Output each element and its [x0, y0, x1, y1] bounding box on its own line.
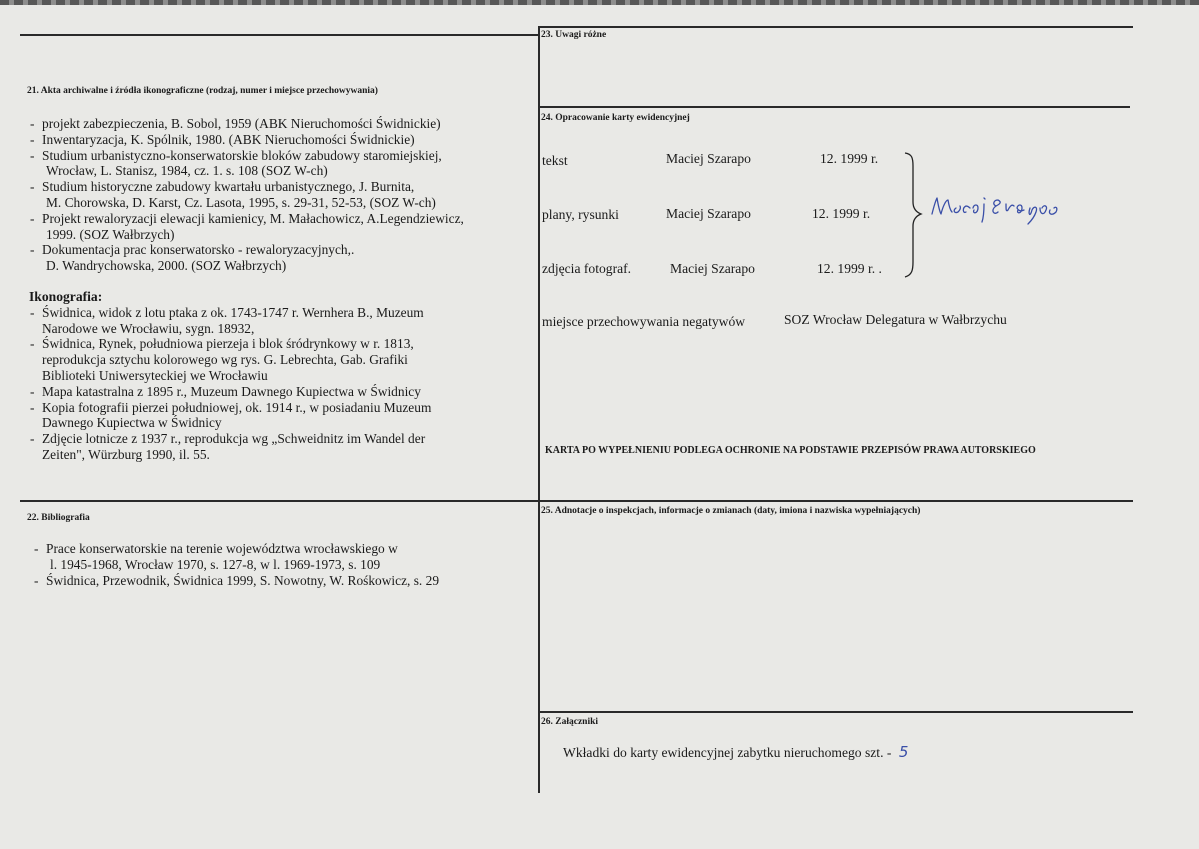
section-23-title: 23. Uwagi różne — [541, 30, 607, 40]
section-22-bibliography — [33, 541, 533, 588]
item-line: Dawnego Kupiectwa w Świdnicy — [42, 415, 222, 431]
divider-top-right — [538, 26, 1133, 28]
attachments-count: 5 — [898, 743, 909, 761]
item-line: reprodukcja sztychu kolorowego wg rys. G. Lebrechta, Gab. Grafiki — [42, 352, 408, 368]
section-25-title: 25. Adnotacje o inspekcjach, informacje o zmianach (daty, imiona i nazwiska wypełniających) — [541, 506, 921, 516]
item-line: Kopia fotografii pierzei południowej, ok. 1914 r., w posiadaniu Muzeum — [42, 399, 432, 415]
column-divider — [538, 26, 540, 793]
item-line: Dokumentacja prac konserwatorsko - rewaloryzacyjnych,. — [42, 242, 355, 258]
iconography-heading: Ikonografia: — [29, 289, 103, 304]
row-author-photos: Maciej Szarapo — [670, 261, 755, 276]
list-item: - projekt zabezpieczenia, B. Sobol, 1959 (ABK Nieruchomości Świdnickie) — [30, 116, 441, 131]
list-item: - Zdjęcie lotnicze z 1937 r., reprodukcja wg „Schweidnitz im Wandel der Zeiten", Würzburg 1990, il. 55. — [29, 431, 534, 463]
item-line: Wrocław, L. Stanisz, 1984, cz. 1. s. 108 (SOZ W-ch) — [46, 163, 328, 179]
divider-22-25 — [20, 500, 1133, 502]
item-line: Mapa katastralna z 1895 r., Muzeum Dawnego Kupiectwa w Świdnicy — [42, 383, 421, 399]
copyright-notice: KARTA PO WYPEŁNIENIU PODLEGA OCHRONIE NA PODSTAWIE PRZEPISÓW PRAWA AUTORSKIEGO — [545, 445, 1036, 456]
list-item: - Studium urbanistyczno-konserwatorskie bloków zabudowy staromiejskiej, Wrocław, L. Stanisz, 1984, cz. 1. s. 108 (SOZ W-ch) — [29, 148, 534, 180]
bracket-icon — [900, 150, 924, 280]
item-line: 1999. (SOZ Wałbrzych) — [46, 226, 175, 242]
list-item: - Świdnica, Rynek, południowa pierzeja i blok śródrynkowy w r. 1813, reprodukcja sztychu kolorowego wg rys. G. Lebrechta, Gab. Grafiki Biblioteki Uniwersyteckiej we Wrocławiu — [29, 336, 534, 383]
item-line: Studium historyczne zabudowy kwartału urbanistycznego, J. Burnita, — [42, 179, 415, 195]
item-line: M. Chorowska, D. Karst, Cz. Lasota, 1995, s. 29-31, 52-53, (SOZ W-ch) — [46, 194, 436, 210]
item-line: Zeiten", Würzburg 1990, il. 55. — [42, 446, 210, 462]
negatives-label: miejsce przechowywania negatywów — [542, 314, 746, 329]
item-line: Inwentaryzacja, K. Spólnik, 1980. (ABK Nieruchomości Świdnickie) — [42, 131, 415, 147]
item-line: projekt zabezpieczenia, B. Sobol, 1959 (ABK Nieruchomości Świdnickie) — [42, 116, 441, 131]
item-line: Projekt rewaloryzacji elewacji kamienicy, M. Małachowicz, A.Legendziewicz, — [42, 210, 464, 226]
attachments-text — [563, 743, 908, 761]
list-item: - Prace konserwatorskie na terenie województwa wrocławskiego w l. 1945-1968, Wrocław 1970, s. 127-8, w l. 1969-1973, s. 109 — [33, 541, 533, 573]
list-item: - Mapa katastralna z 1895 r., Muzeum Dawnego Kupiectwa w Świdnicy — [29, 384, 534, 400]
item-line: Prace konserwatorskie na terenie województwa wrocławskiego w — [46, 541, 398, 556]
item-line: Studium urbanistyczno-konserwatorskie bloków zabudowy staromiejskiej, — [42, 147, 442, 163]
item-line: Biblioteki Uniwersyteckiej we Wrocławiu — [42, 367, 268, 383]
section-21-archives — [29, 116, 534, 274]
signature — [926, 188, 1086, 228]
row-label-photos: zdjęcia fotograf. — [542, 261, 632, 276]
row-author-text: Maciej Szarapo — [666, 151, 751, 166]
list-item: - Kopia fotografii pierzei południowej, ok. 1914 r., w posiadaniu Muzeum Dawnego Kupiectwa w Świdnicy — [29, 400, 534, 432]
section-21-title: 21. Akta archiwalne i źródła ikonograficzne (rodzaj, numer i miejsce przechowywania) — [27, 86, 378, 96]
item-line: Narodowe we Wrocławiu, sygn. 18932, — [42, 320, 255, 336]
divider-top-left — [20, 34, 538, 36]
row-date-photos: 12. 1999 r. . — [817, 261, 882, 276]
row-label-plans: plany, rysunki — [542, 207, 619, 222]
list-item: - Projekt rewaloryzacji elewacji kamienicy, M. Małachowicz, A.Legendziewicz, 1999. (SOZ Wałbrzych) — [29, 211, 534, 243]
attachments-label: Wkładki do karty ewidencyjnej zabytku nieruchomego szt. - — [563, 745, 892, 760]
section-21-iconography — [29, 289, 534, 463]
item-line: Świdnica, widok z lotu ptaka z ok. 1743-1747 r. Wernhera B., Muzeum — [42, 304, 424, 320]
row-label-text: tekst — [542, 153, 568, 168]
divider-26 — [538, 711, 1133, 713]
list-item: - Świdnica, widok z lotu ptaka z ok. 1743-1747 r. Wernhera B., Muzeum Narodowe we Wrocławiu, sygn. 18932, — [29, 305, 534, 337]
section-24-title: 24. Opracowanie karty ewidencyjnej — [541, 113, 690, 123]
list-item: - Dokumentacja prac konserwatorsko - rewaloryzacyjnych,. D. Wandrychowska, 2000. (SOZ Wałbrzych) — [29, 242, 534, 274]
list-item: - Inwentaryzacja, K. Spólnik, 1980. (ABK Nieruchomości Świdnickie) — [30, 131, 415, 147]
item-line: Świdnica, Przewodnik, Świdnica 1999, S. Nowotny, W. Rośkowicz, s. 29 — [46, 572, 440, 588]
item-line: Zdjęcie lotnicze z 1937 r., reprodukcja wg „Schweidnitz im Wandel der — [42, 431, 426, 447]
negatives-value: SOZ Wrocław Delegatura w Wałbrzychu — [784, 312, 1007, 327]
item-line: D. Wandrychowska, 2000. (SOZ Wałbrzych) — [46, 258, 287, 274]
section-26-title: 26. Załączniki — [541, 717, 599, 727]
row-date-plans: 12. 1999 r. — [812, 206, 871, 221]
item-line: Świdnica, Rynek, południowa pierzeja i blok śródrynkowy w r. 1813, — [42, 336, 414, 352]
row-date-text: 12. 1999 r. — [820, 151, 879, 166]
item-line: l. 1945-1968, Wrocław 1970, s. 127-8, w l. 1969-1973, s. 109 — [50, 556, 381, 572]
divider-24 — [538, 106, 1130, 108]
scan-top-edge — [0, 0, 1199, 5]
list-item: - Studium historyczne zabudowy kwartału urbanistycznego, J. Burnita, M. Chorowska, D. Karst, Cz. Lasota, 1995, s. 29-31, 52-53, (SOZ W-ch) — [29, 179, 534, 211]
list-item: - Świdnica, Przewodnik, Świdnica 1999, S. Nowotny, W. Rośkowicz, s. 29 — [33, 573, 533, 589]
section-22-title: 22. Bibliografia — [27, 513, 90, 523]
row-author-plans: Maciej Szarapo — [666, 206, 751, 221]
